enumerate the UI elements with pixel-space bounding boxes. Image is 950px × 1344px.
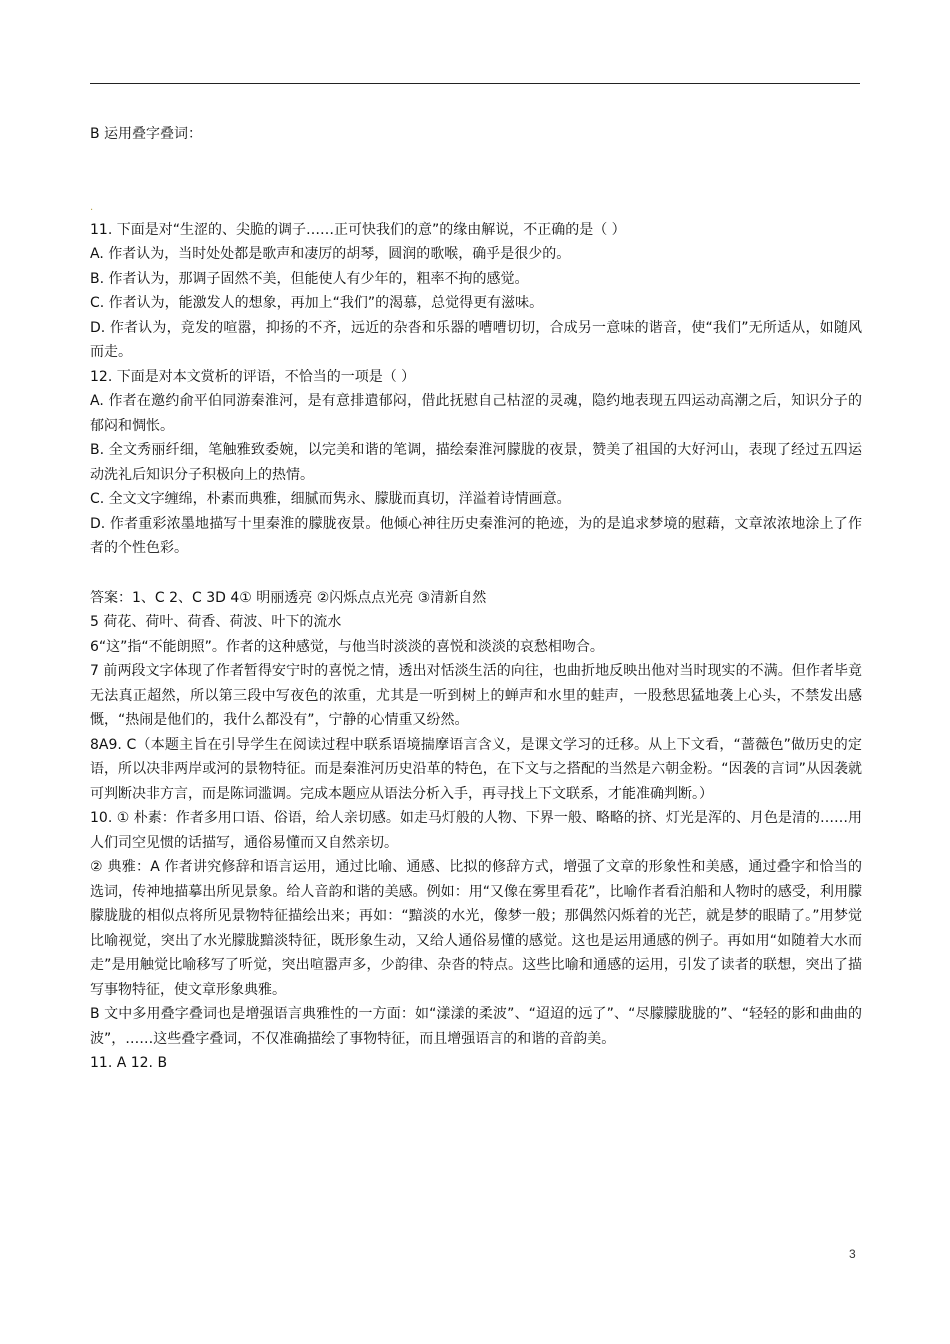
page-number: 3 bbox=[849, 1247, 856, 1261]
answers-line-1: 答案：1、C 2、C 3D 4① 明丽透亮 ②闪烁点点光亮 ③清新自然 bbox=[90, 589, 487, 606]
q12-stem: 12. 下面是对本文赏析的评语，不恰当的一项是（ ） bbox=[90, 368, 416, 385]
answers-line-10-b: B 文中多用叠字叠词也是增强语言典雅性的一方面：如“漾漾的柔波”、“迢迢的远了”、“尽朦朦胧胧的”、“轻轻的影和曲曲的波”，……这些叠字叠词，不仅准确描绘了事物特征，而且增强语言的和谐的音韵美。 bbox=[90, 1006, 862, 1047]
q11-option-b: B. 作者认为，那调子固然不美，但能使人有少年的，粗率不拘的感觉。 bbox=[90, 270, 529, 287]
answers-line-10-elegant: ② 典雅：A 作者讲究修辞和语言运用，通过比喻、通感、比拟的修辞方式，增强了文章的形象性和美感，通过叠字和恰当的选词，传神地描摹出所见景象。给人音韵和谐的美感。例如：用“又像在雾里看花”，比喻作者看泊船和人物时的感受，利用朦朦胧胧的相似点将所见景物特征描绘出来；再如：“黯淡的水光，像梦一般；那偶然闪烁着的光芒，就是梦的眼睛了。”用梦觉比喻视觉，突出了水光朦胧黯淡特征，既形象生动，又给人通俗易懂的感觉。这也是运用通感的例子。再如用“如随着大水而走”是用触觉比喻移写了听觉，突出喧嚣声多，少韵律、杂沓的特点。这些比喻和通感的运用，引发了读者的联想，突出了描写事物特征，使文章形象典雅。 bbox=[90, 859, 862, 998]
answers-line-6: 6“这”指“不能朗照”。作者的这种感觉，与他当时淡淡的喜悦和淡淡的哀愁相吻合。 bbox=[90, 638, 604, 655]
q11-stem: 11. 下面是对“生涩的、尖脆的调子……正可快我们的意”的缘由解说，不正确的是（ ） bbox=[90, 221, 626, 238]
answers-line-7: 7 前两段文字体现了作者暂得安宁时的喜悦之情，透出对恬淡生活的向往，也曲折地反映出他对当时现实的不满。但作者毕竟无法真正超然，所以第三段中写夜色的浓重，尤其是一听到树上的蝉声和水里的蛙声，一股愁思猛地袭上心头，不禁发出感慨，“热闹是他们的，我什么都没有”，宁静的心情重又纷然。 bbox=[90, 663, 862, 728]
page-body bbox=[90, 122, 862, 1076]
answers-line-5: 5 荷花、荷叶、荷香、荷波、叶下的流水 bbox=[90, 614, 342, 630]
header-rule bbox=[90, 83, 860, 84]
q11-option-d: D. 作者认为，竞发的喧嚣，抑扬的不齐，远近的杂沓和乐器的嘈嘈切切，合成另一意味的谐音，使“我们”无所适从，如随风而走。 bbox=[90, 319, 862, 360]
q11-option-c: C. 作者认为，能激发人的想象，再加上“我们”的渴慕，总觉得更有滋味。 bbox=[90, 295, 544, 311]
q12-option-d: D. 作者重彩浓墨地描写十里秦淮的朦胧夜景。他倾心神往历史秦淮河的艳迹，为的是追求梦境的慰藉，文章浓浓地涂上了作者的个性色彩。 bbox=[90, 515, 862, 556]
answers-line-10-plain: 10. ① 朴素：作者多用口语、俗语，给人亲切感。如走马灯般的人物、下界一般、略略的挤、灯光是浑的、月色是清的……用人们司空见惯的话描写，通俗易懂而又自然亲切。 bbox=[90, 810, 862, 851]
b-heading: B 运用叠字叠词： bbox=[90, 126, 203, 142]
q11-option-a: A. 作者认为，当时处处都是歌声和凄厉的胡琴，圆润的歌喉，确乎是很少的。 bbox=[90, 246, 571, 262]
q12-option-b: B. 全文秀丽纤细，笔触雅致委婉，以完美和谐的笔调，描绘秦淮河朦胧的夜景，赞美了祖国的大好河山，表现了经过五四运动洗礼后知识分子积极向上的热情。 bbox=[90, 442, 862, 483]
answers-line-8-9: 8A9. C（本题主旨在引导学生在阅读过程中联系语境揣摩语言含义，是课文学习的迁移。从上下文看，“蔷薇色”做历史的定语，所以决非两岸或河的景物特征。而是秦淮河历史沿革的特色，在下文与之搭配的当然是六朝金粉。“因袭的言词”从因袭就可判断决非方言，而是陈词滥调。完成本题应从语法分析入手，再寻找上下文联系，才能准确判断。） bbox=[90, 736, 862, 802]
stray-mark: · bbox=[90, 204, 94, 216]
q12-option-a: A. 作者在邀约俞平伯同游秦淮河，是有意排遣郁闷，借此抚慰自己枯涩的灵魂，隐约地表现五四运动高潮之后，知识分子的郁闷和惆怅。 bbox=[90, 393, 862, 434]
answers-line-11-12: 11. A 12. B bbox=[90, 1055, 168, 1071]
q12-option-c: C. 全文文字缠绵，朴素而典雅，细腻而隽永、朦胧而真切，洋溢着诗情画意。 bbox=[90, 491, 571, 507]
